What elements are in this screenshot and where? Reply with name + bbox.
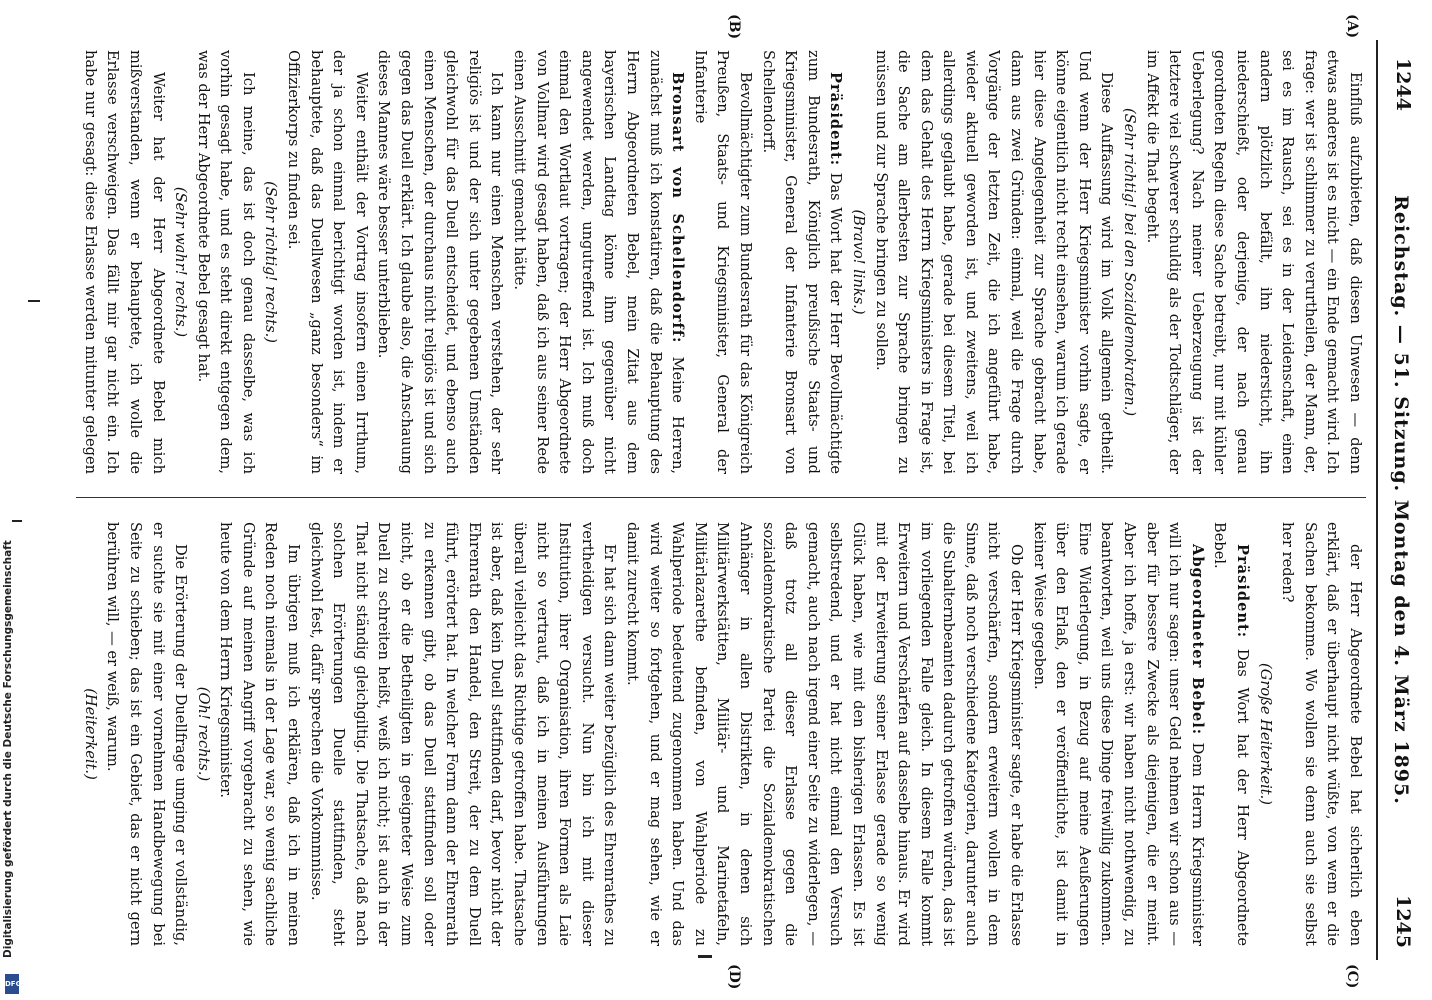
header-rule [1376, 40, 1378, 960]
paragraph-text: Diese Auffassung wird im Volk allgemein getheilt. Und wenn der Herr Kriegsminister vorhin sagte, er könne eigentlich nicht recht einsehen, warum ich gerade hier diese Angelegenheit zur Sprache gebracht habe, dann aus zwei Gründen: einmal, weil die Frage durch Vorgänge der letzten Zeit, die ich angeführt habe, wieder aktuell geworden ist, und zweitens, weil ich allerdings geglaubt habe, gerade bei diesem Titel, bei dem das Gehalt des Herrn Kriegsministers in Frage ist, die Sache am allerbesten zur Sprache bringen zu müssen und zur Sprache bringen zu sollen. [872, 50, 1116, 474]
left-column-paragraph [372, 50, 508, 474]
margin-mark-a: (A) [1344, 14, 1360, 39]
left-column-paragraph [282, 50, 372, 474]
paragraph-text: (Sehr wahr! rechts.) [172, 186, 190, 338]
speaker-name: Bronsart von Schellendorff: [669, 72, 687, 344]
scan-artifact [28, 300, 40, 302]
scan-artifact [12, 520, 22, 522]
paragraph-text: der Herr Abgeordnete Bebel hat sicherlich eben erklärt, daß er überhaupt nicht wüßte, von wem er die Sachen bekomme. Wo wollen sie denn auch sie selbst her reden? [1279, 522, 1364, 946]
left-column-paragraph [1140, 50, 1366, 474]
scan-artifact [698, 955, 712, 958]
paragraph-text: (Sehr richtig! bei den Sozialdemokraten.) [1121, 107, 1139, 417]
margin-mark-b: (B) [726, 14, 742, 40]
right-column-paragraph [1027, 522, 1208, 946]
page-header [1376, 40, 1422, 960]
left-column-paragraph [1117, 50, 1140, 474]
paragraph-text: Die Erörterung der Duellfrage umging er vollständig, er suchte sie mit einer vornehmen Handbewegung bei Seite zu schieben; das ist ein Gebiet, das er nicht gern berühren will, — er weiß, warum. [104, 522, 190, 946]
paragraph-text: (Große Heiterkeit.) [1256, 663, 1274, 805]
page-number-left: 1244 [1392, 58, 1414, 111]
speaker-name: Abgeordneter Bebel: [1188, 544, 1206, 736]
left-column-paragraph [191, 50, 259, 474]
digitization-credit [2, 540, 22, 996]
paragraph-text: (Oh! rechts.) [194, 686, 212, 782]
paragraph-text: Er hat sich dann weiter bezüglich des Ehrenrathes zu vertheidigen versucht. Nun bin ich mit dieser Institution, ihrer Organisation, ihren Formen als Laie nicht so vertraut, daß ich in meinen Ausführungen überall vielleicht das Richtige getroffen habe. Thatsache ist aber, daß kein Duell stattfinden darf, bevor nicht der Ehrenrath den Handel, den Streit, der zu dem Duell führt, erörtert hat. In welcher Form dann der Ehrenrath zu erkennen gibt, ob das Duell stattfinden soll oder nicht, ob er die Betheiligten in geeigneter Weise zum Duell zu schreiten heißt, weiß ich nicht; ist auch in der That nicht ständig gleichgiltig. Die Thatsache, daß nach solchen Erörterungen Duelle stattfinden, steht gleichwohl fest, dafür sprechen die Vorkommnisse. [307, 522, 619, 946]
left-column-paragraph [846, 50, 869, 474]
left-column-paragraph [756, 50, 846, 474]
paragraph-text: Weiter enthält der Vortrag insofern einen Irrthum, der ja schon einmal berichtigt worden ist, indem er behauptete, daß das Duellwesen „ganz besonders“ im Offizierkorps zu finden sei. [285, 50, 370, 474]
right-column-paragraph [304, 522, 620, 946]
credit-text: Digitalisierung gefördert durch die Deutsche Forschungsgemeinschaft [2, 540, 14, 958]
right-column-paragraph [76, 522, 78, 946]
running-head: Reichstag. — 51. Sitzung. Montag den 4. März 1895. [1390, 195, 1412, 805]
paragraph-text: Bevollmächtigter zum Bundesrath für das Königreich Preußen, Staats- und Kriegsminister, General der Infanterie [691, 50, 754, 474]
dfg-logo: DFG [5, 974, 19, 994]
column-divider [76, 497, 1366, 498]
margin-mark-c: (C) [1344, 964, 1360, 989]
left-column-paragraph [869, 50, 1118, 474]
speaker-name: Präsident: [1234, 544, 1252, 639]
paragraph-text: Ich kann nur einen Menschen verstehen, der sehr religiös ist und der sich unter gegebenen Umständen gleichwohl für das Duell entscheidet, und ebenso auch einen Menschen, der durchaus nicht religiös ist und sich gegen das Duell erklärt. Ich glaube also, die Anschauung dieses Mannes wäre besser unterblieben. [375, 50, 506, 474]
right-column-paragraph [1253, 522, 1276, 946]
text-column-left [76, 50, 1366, 474]
paragraph-text: Ob der Herr Kriegsminister sagte, er habe die Erlasse nicht verschärfen, sondern erweitern wollen in dem Sinne, daß noch verschiedene Kategorien, darunter auch die Subalternbeamten dadurch getroffen würden, das ist im vorliegenden Falle gleich. In diesem Falle kommt Erweitern und Verschärfen auf dasselbe hinaus. Er wird mit der Erweiterung seiner Erlasse gerade so wenig Glück haben, wie mit den bisherigen Erlassen. Es ist selbstredend, und er hat nicht einmal den Versuch gemacht, auch nach irgend einer Seite zu widerlegen, — daß trotz all dieser Erlasse gegen die sozialdemokratische Partei die Sozialdemokratischen Anhänger in allen Distrikten, in denen sich Militärwerkstätten, Militär- und Marinetafeln, Militärlazarethe befinden, von Wahlperiode zu Wahlperiode bedeutend zugenommen haben. Und das wird weiter so fortgehen, und er mag sehen, wie er damit zurecht kommt. [624, 522, 1026, 946]
paragraph-text: Dem Herrn Kriegsminister will ich nur sagen: unser Geld nehmen wir schon aus — aber für bessere Zwecke als diejenigen, die er meint. Aber ich hoffe, ja erst: wir haben nicht nothwendig, zu beantworten, weil uns diese Dinge freiwillig zukommen. Eine Widerlegung, in Bezug auf meine Aeußerungen über den Erlaß, den er veröffentlichte, ist damit in keiner Weise gegeben. [1030, 522, 1206, 946]
right-column-paragraph [620, 522, 1027, 946]
right-column-paragraph [78, 522, 101, 946]
paragraph-text: (Heiterkeit.) [81, 688, 99, 780]
paragraph-text: Weiter hat der Herr Abgeordnete Bebel mich mißverstanden, wenn er behauptete, ich wolle die Erlasse verschweigen. Das fällt mir gar nicht ein. Ich habe nur gesagt: diese Erlasse werden mitunter gelegen [81, 50, 167, 474]
left-column-paragraph [76, 50, 169, 474]
right-column-paragraph [101, 522, 191, 946]
paragraph-text: Meine Herren, zunächst muß ich konstatiren, daß die Behauptung des Herrn Abgeordneten Bebel, mein Zitat aus dem bayerischen Landtag könne ihm gegenüber nicht angewendet werden, ungutreffend ist. Ich muß doch einmal den Wortlaut vortragen; der Herr Abgeordnete von Vollmar wird gesagt haben, daß ich aus seiner Rede einen Ausschnitt gemacht hätte. [511, 50, 687, 474]
margin-mark-d: (D) [726, 964, 742, 990]
paragraph-text: (Bravo! links.) [849, 209, 867, 315]
page-number-right: 1245 [1392, 895, 1414, 948]
paragraph-text: Das Wort hat der Herr Abgeordnete Bebel. [1211, 522, 1252, 946]
paragraph-text: Im übrigen muß ich erklären, daß ich in meinen Reden noch niemals in der Lage war, so wenig sachliche Gründe auf meinen Angriff vorgebracht zu sehen, wie heute von dem Herrn Kriegsminister. [217, 522, 303, 946]
left-column-paragraph [259, 50, 282, 474]
paragraph-text: (Sehr richtig! rechts.) [262, 181, 280, 343]
right-column-paragraph [191, 522, 214, 946]
right-column-paragraph [1276, 522, 1366, 946]
paragraph-text: Ich meine, das ist doch genau dasselbe, was ich vorhin gesagt habe, und es steht direkt entgegen dem, was der Herr Abgeordnete Bebel gesagt hat. [194, 50, 257, 474]
text-column-right [76, 522, 1366, 946]
left-column-paragraph [507, 50, 688, 474]
paragraph-text: Einfluß aufzubieten, daß diesen Unwesen — denn etwas anderes ist es nicht — ein Ende gemacht wird. Ich frage: wer ist schlimmer zu verurtheilen, der Mann, der, sei es im Rausch, sei es in der Leidenschaft, einen andern plötzlich befällt, ihn niedersticht, ihn niederschießt, oder derjenige, der nach genau geordneten Regeln diese Sache betreibt, nur mit kühler Ueberlegung? Nach meiner Ueberzeugung ist der letztere viel schwerer schuldig als der Todtschläger, der im Affekt die That begeht. [1143, 50, 1364, 474]
paragraph-text: Das Wort hat der Herr Bevollmächtigte zum Bundesrath, Königlich preußische Staats- und Kriegsminister, General der Infanterie Bronsart von Schellendorff. [759, 50, 845, 474]
right-column-paragraph [1208, 522, 1253, 946]
right-column-paragraph [214, 522, 304, 946]
speaker-name: Präsident: [827, 72, 845, 167]
left-column-paragraph [688, 50, 756, 474]
left-column-paragraph [169, 50, 192, 474]
